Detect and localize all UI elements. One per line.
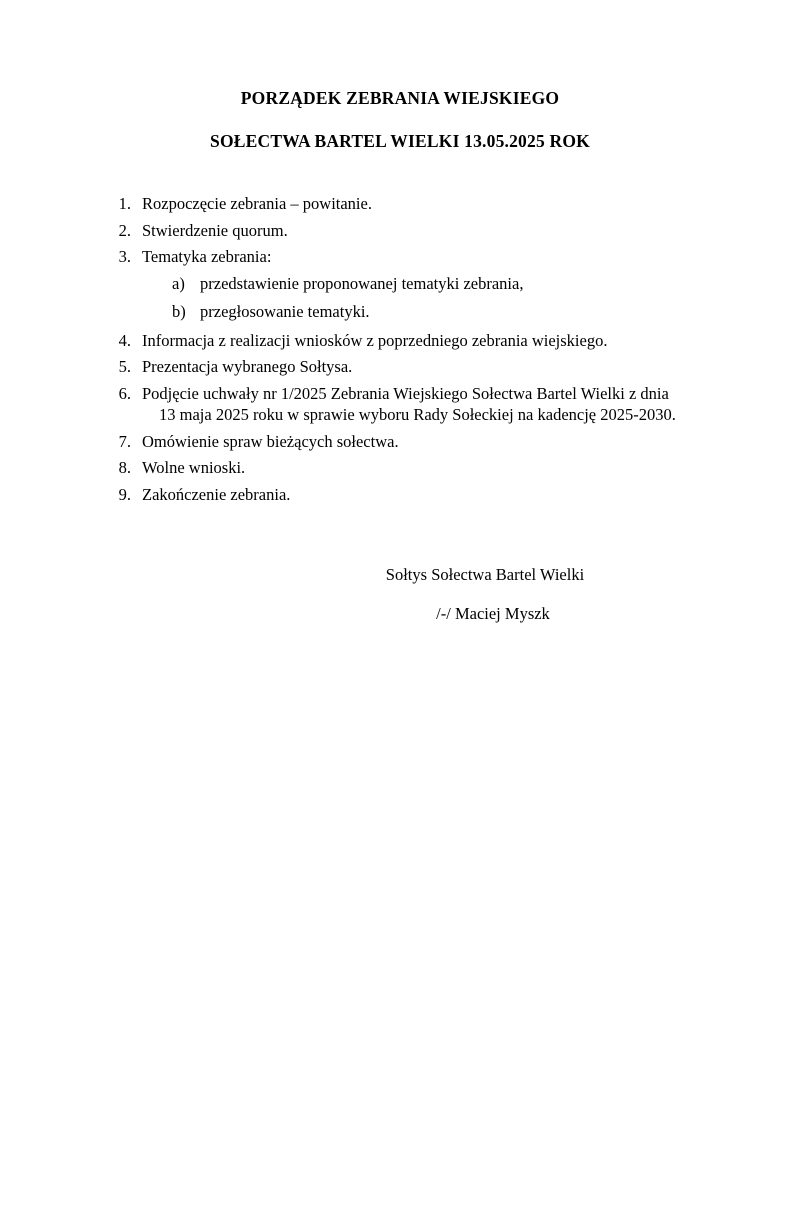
agenda-item — [112, 359, 705, 376]
agenda-item-text: Wolne wnioski. — [142, 458, 246, 477]
signature-name: /-/ Maciej Myszk — [436, 603, 550, 623]
agenda-item — [112, 484, 705, 504]
title-line-1: PORZĄDEK ZEBRANIA WIEJSKIEGO — [240, 88, 560, 108]
agenda-item-number: 8. — [118, 458, 131, 477]
agenda-subitem-text: przedstawienie proponowanej tematyki zebrania, — [200, 273, 524, 293]
agenda-item — [112, 431, 705, 451]
agenda-item-number: 1. — [118, 194, 131, 213]
agenda-item — [112, 460, 705, 477]
agenda-list — [112, 196, 705, 503]
agenda-item — [112, 220, 705, 240]
agenda-item-text-main: Podjęcie uchwały nr 1/2025 Zebrania Wiejskiego Sołectwa Bartel Wielki z dnia — [142, 383, 669, 403]
signature-block — [265, 567, 705, 622]
agenda-item-text: Tematyka zebrania: — [142, 247, 272, 266]
agenda-item-text: Omówienie spraw bieżących sołectwa. — [142, 431, 399, 451]
agenda-item-number: 4. — [118, 330, 131, 350]
document-page — [0, 88, 800, 1219]
agenda-item-number: 6. — [118, 383, 131, 403]
agenda-subitem-letter: a) — [172, 273, 185, 293]
agenda-subitem-text: przegłosowanie tematyki. — [200, 302, 370, 321]
document-title — [0, 88, 800, 152]
agenda-subitem — [172, 304, 705, 321]
agenda-item — [112, 196, 705, 213]
agenda-item — [112, 330, 705, 350]
agenda-item-text-continuation: 13 maja 2025 roku w sprawie wyboru Rady Sołeckiej na kadencję 2025-2030. — [159, 405, 676, 424]
agenda-subitem — [172, 273, 705, 293]
agenda-item — [112, 383, 705, 424]
agenda-item-text: Prezentacja wybranego Sołtysa. — [142, 357, 353, 376]
agenda-item-number: 2. — [118, 220, 131, 240]
agenda-item-text: Rozpoczęcie zebrania – powitanie. — [142, 194, 372, 213]
agenda-item-text: Informacja z realizacji wniosków z poprzedniego zebrania wiejskiego. — [142, 330, 608, 350]
signature-role: Sołtys Sołectwa Bartel Wielki — [385, 565, 585, 584]
agenda-item-number: 7. — [118, 431, 131, 451]
agenda-subitem-letter: b) — [172, 302, 186, 321]
agenda-item-text: Stwierdzenie quorum. — [142, 220, 288, 240]
agenda-item-number: 3. — [118, 247, 131, 266]
agenda-sublist — [172, 273, 705, 321]
agenda-item-number: 9. — [118, 484, 131, 504]
title-line-2: SOŁECTWA BARTEL WIELKI 13.05.2025 ROK — [210, 131, 590, 151]
agenda-item-number: 5. — [118, 357, 131, 376]
agenda-item-text: Zakończenie zebrania. — [142, 484, 291, 504]
agenda-item-text — [142, 383, 705, 424]
agenda-item — [112, 249, 705, 266]
